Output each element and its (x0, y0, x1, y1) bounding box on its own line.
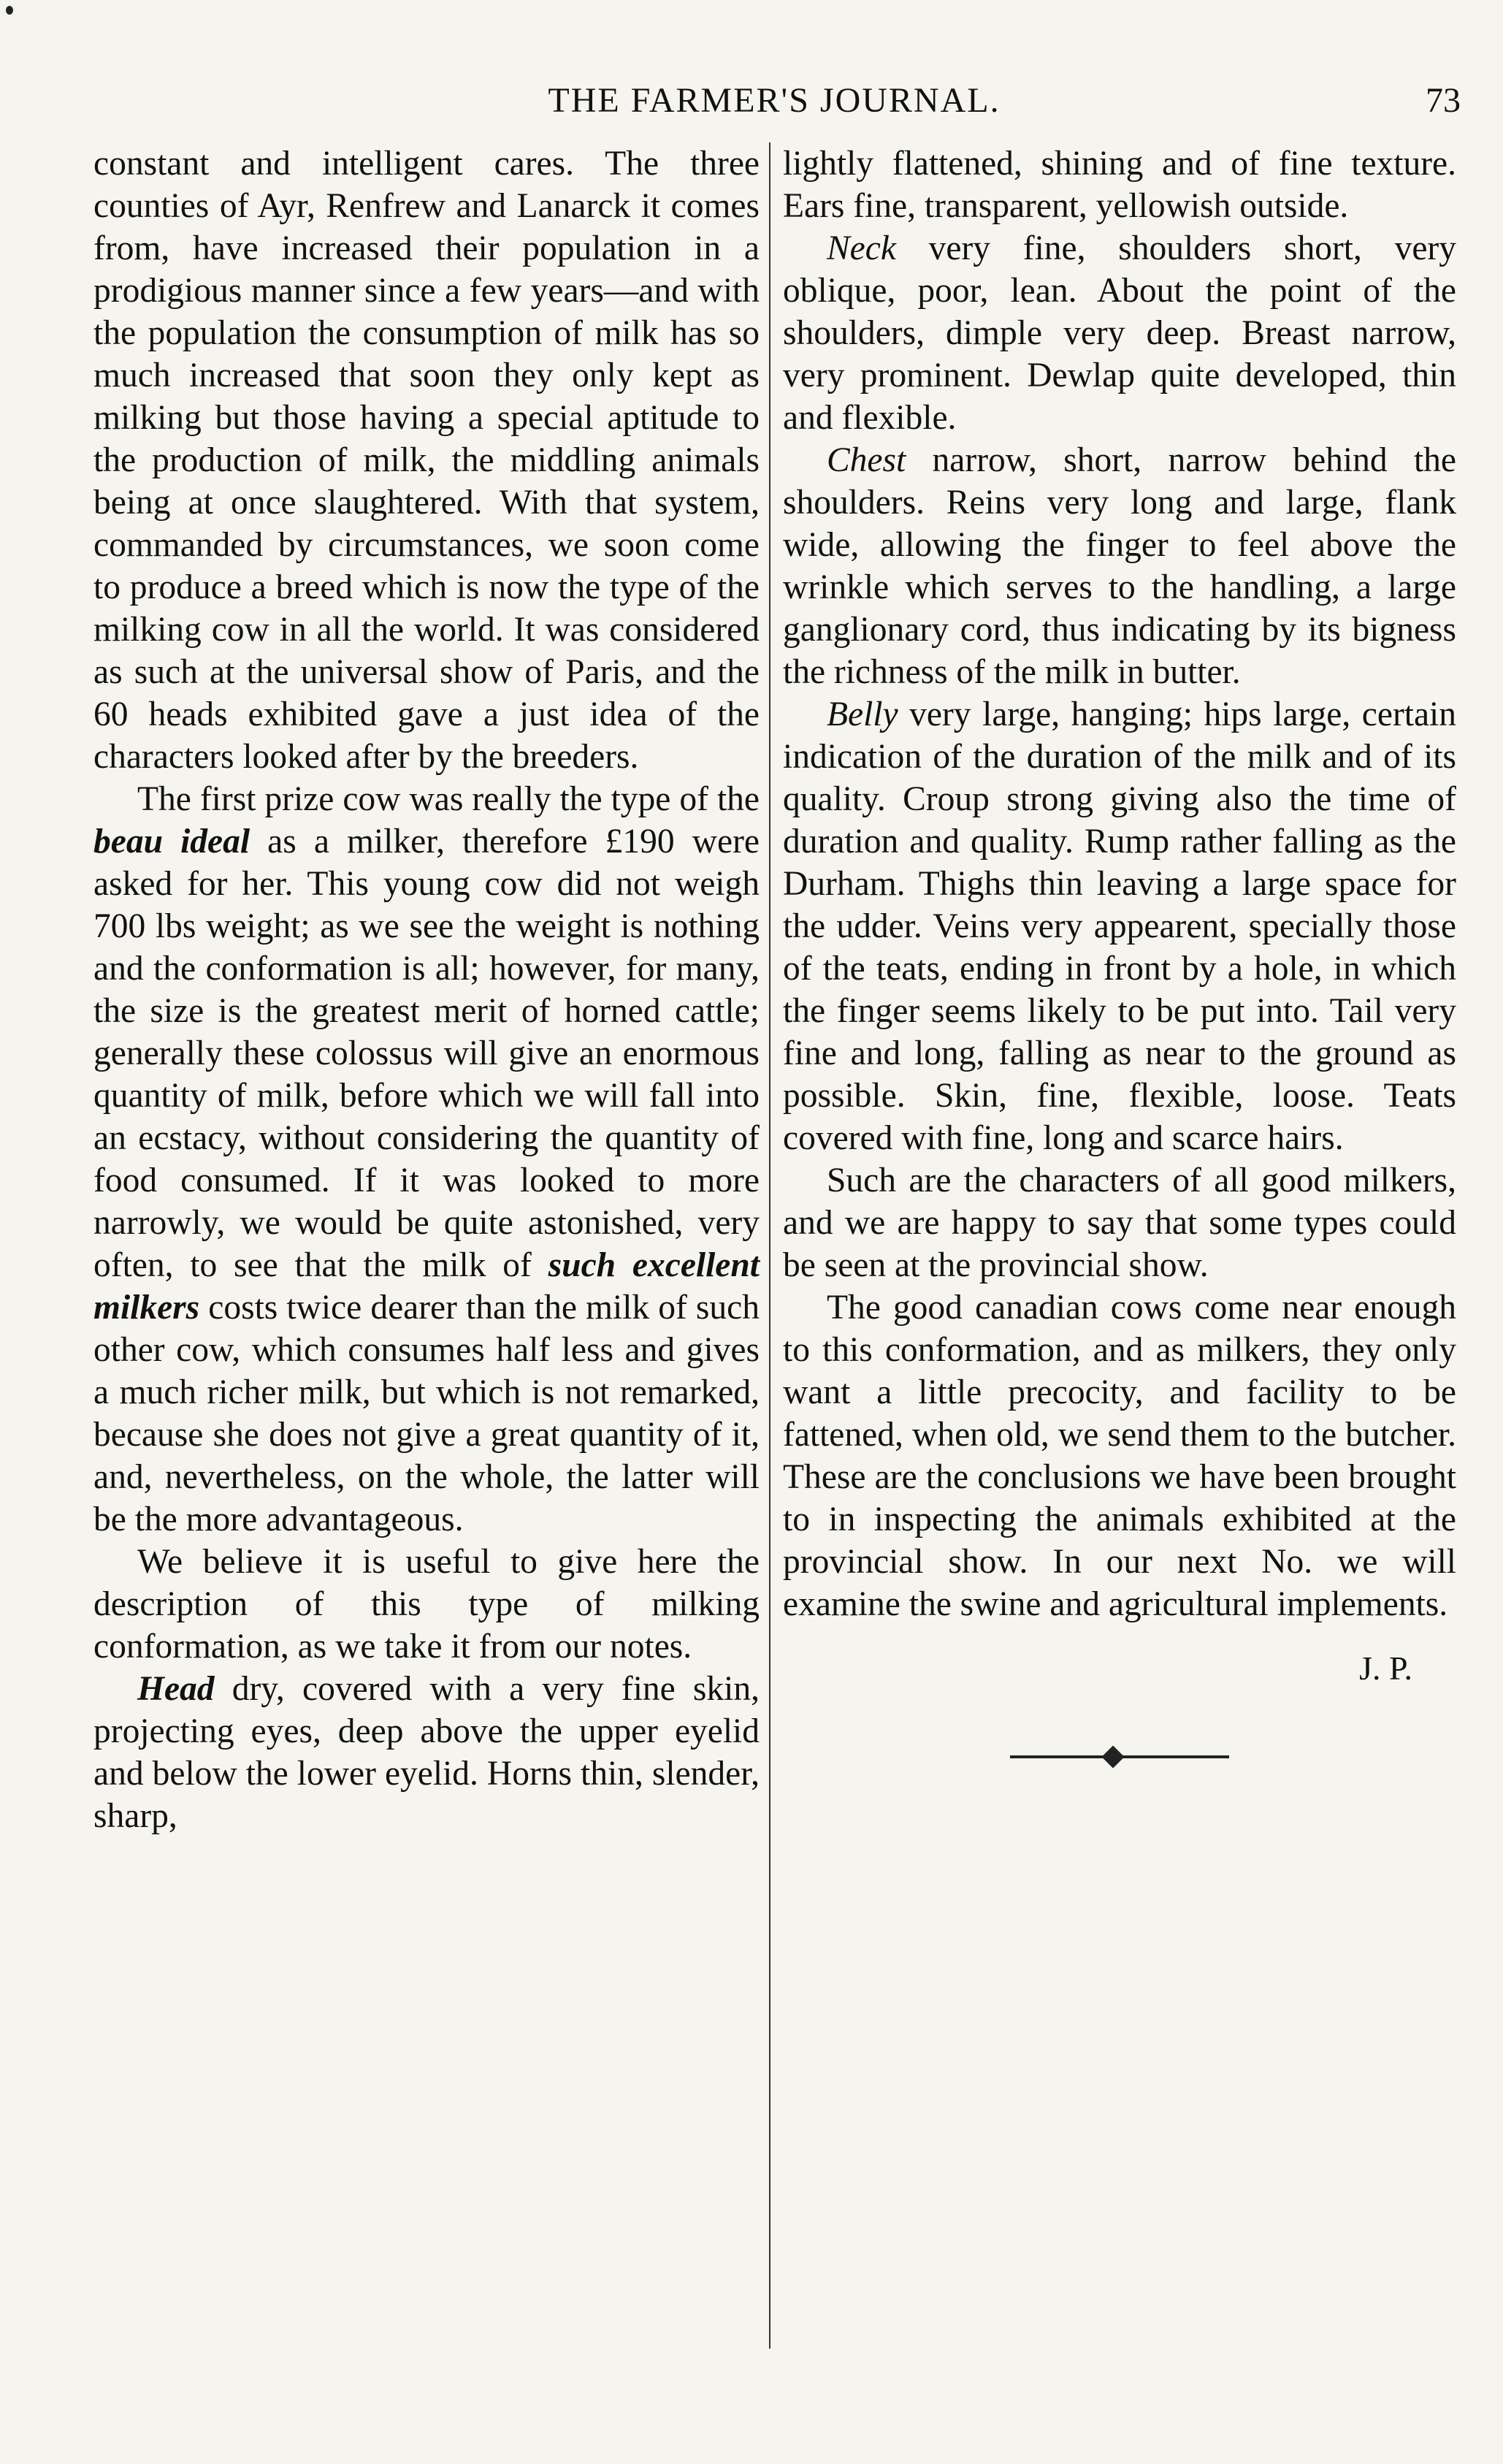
paragraph: We believe it is useful to give here the description of this type of milking conformation, as we take it from our notes. (93, 1543, 760, 1666)
emphasis-text: such excellent milkers (93, 1246, 760, 1327)
section-label-chest: Chest (827, 441, 906, 479)
page-number: 73 (1426, 81, 1461, 120)
page-header (88, 80, 1461, 131)
text-run: costs twice dearer than the milk of such other cow, which consumes half less and gives a much richer milk, but which is not remarked, because she does not give a great quantity of it, and, nevertheless, on the whole, the latter will be the more advantageous. (93, 1289, 760, 1538)
text-run: as a milker, therefore £190 were asked for her. This young cow did not weigh 700 lbs weight; as we see the weight is nothing and the conformation is all; however, for many, the size is the greatest merit of horned cattle; generally these colossus will give an enormous quantity of milk, before which we will fall into an ecstacy, without considering the quantity of food consumed. If it was looked to more narrowly, we would be quite astonished, very often, to see that the milk of (93, 823, 760, 1284)
ink-speck (6, 6, 13, 15)
paragraph (783, 227, 1456, 439)
paragraph: lightly flattened, shining and of fine texture. Ears fine, transparent, yellowish outside. (783, 145, 1456, 225)
right-column (783, 142, 1456, 1758)
text-run: The first prize cow was really the type of the (137, 780, 760, 818)
text-run: narrow, short, narrow behind the shoulders. Reins very long and large, flank wide, allowing the finger to feel above the wrinkle which serves to the handling, a large ganglionary cord, thus indicating by its bigness the richness of the milk in butter. (783, 441, 1456, 691)
running-title: THE FARMER'S JOURNAL. (548, 81, 1001, 120)
paragraph (93, 778, 760, 1541)
text-run: dry, covered with a very fine skin, projecting eyes, deep above the upper eyelid and below the lower eyelid. Horns thin, slender, sharp, (93, 1670, 760, 1835)
paragraph (783, 693, 1456, 1159)
section-label-neck: Neck (827, 229, 896, 267)
paragraph (93, 1668, 760, 1837)
column-divider (769, 142, 770, 2349)
left-column (93, 142, 760, 1837)
section-label-head: Head (137, 1670, 215, 1708)
text-run: very fine, shoulders short, very oblique, poor, lean. About the point of the shoulders, dimple very deep. Breast narrow, very prominent. Dewlap quite developed, thin and flexible. (783, 229, 1456, 437)
paragraph: The good canadian cows come near enough to this conformation, and as milkers, they only want a little precocity, and facility to be fattened, when old, we send them to the butcher. These are the conclusions we have been brought to in inspecting the animals exhibited at the provincial show. In our next No. we will examine the swine and agricultural implements. (783, 1289, 1456, 1623)
paragraph: constant and intelligent cares. The three counties of Ayr, Renfrew and Lanarck it comes from, have increased their population in a prodigious manner since a few years—and with the population the consumption of milk has so much increased that soon they only kept as milking but those having a special aptitude to the production of milk, the middling animals being at once slaughtered. With that system, commanded by circumstances, we soon come to produce a breed which is now the type of the milking cow in all the world. It was considered as such at the universal show of Paris, and the 60 heads exhibited gave a just idea of the characters looked after by the breeders. (93, 145, 760, 776)
section-label-belly: Belly (827, 695, 898, 733)
emphasis-text: beau ideal (93, 823, 250, 861)
paragraph (783, 439, 1456, 693)
text-run: very large, hanging; hips large, certain indication of the duration of the milk and of its quality. Croup strong giving also the time of duration and quality. Rump rather falling as the Durham. Thighs thin leaving a large space for the udder. Veins very appearent, specially those of the teats, ending in front by a hole, in which the finger seems likely to be put into. Tail very fine and long, falling as near to the ground as possible. Skin, fine, flexible, loose. Teats covered with fine, long and scarce hairs. (783, 695, 1456, 1157)
ornamental-rule (1010, 1755, 1229, 1758)
paragraph: Such are the characters of all good milkers, and we are happy to say that some types could be seen at the provincial show. (783, 1162, 1456, 1284)
rule-diamond-ornament (1101, 1745, 1124, 1768)
author-signature: J. P. (1359, 1649, 1412, 1687)
